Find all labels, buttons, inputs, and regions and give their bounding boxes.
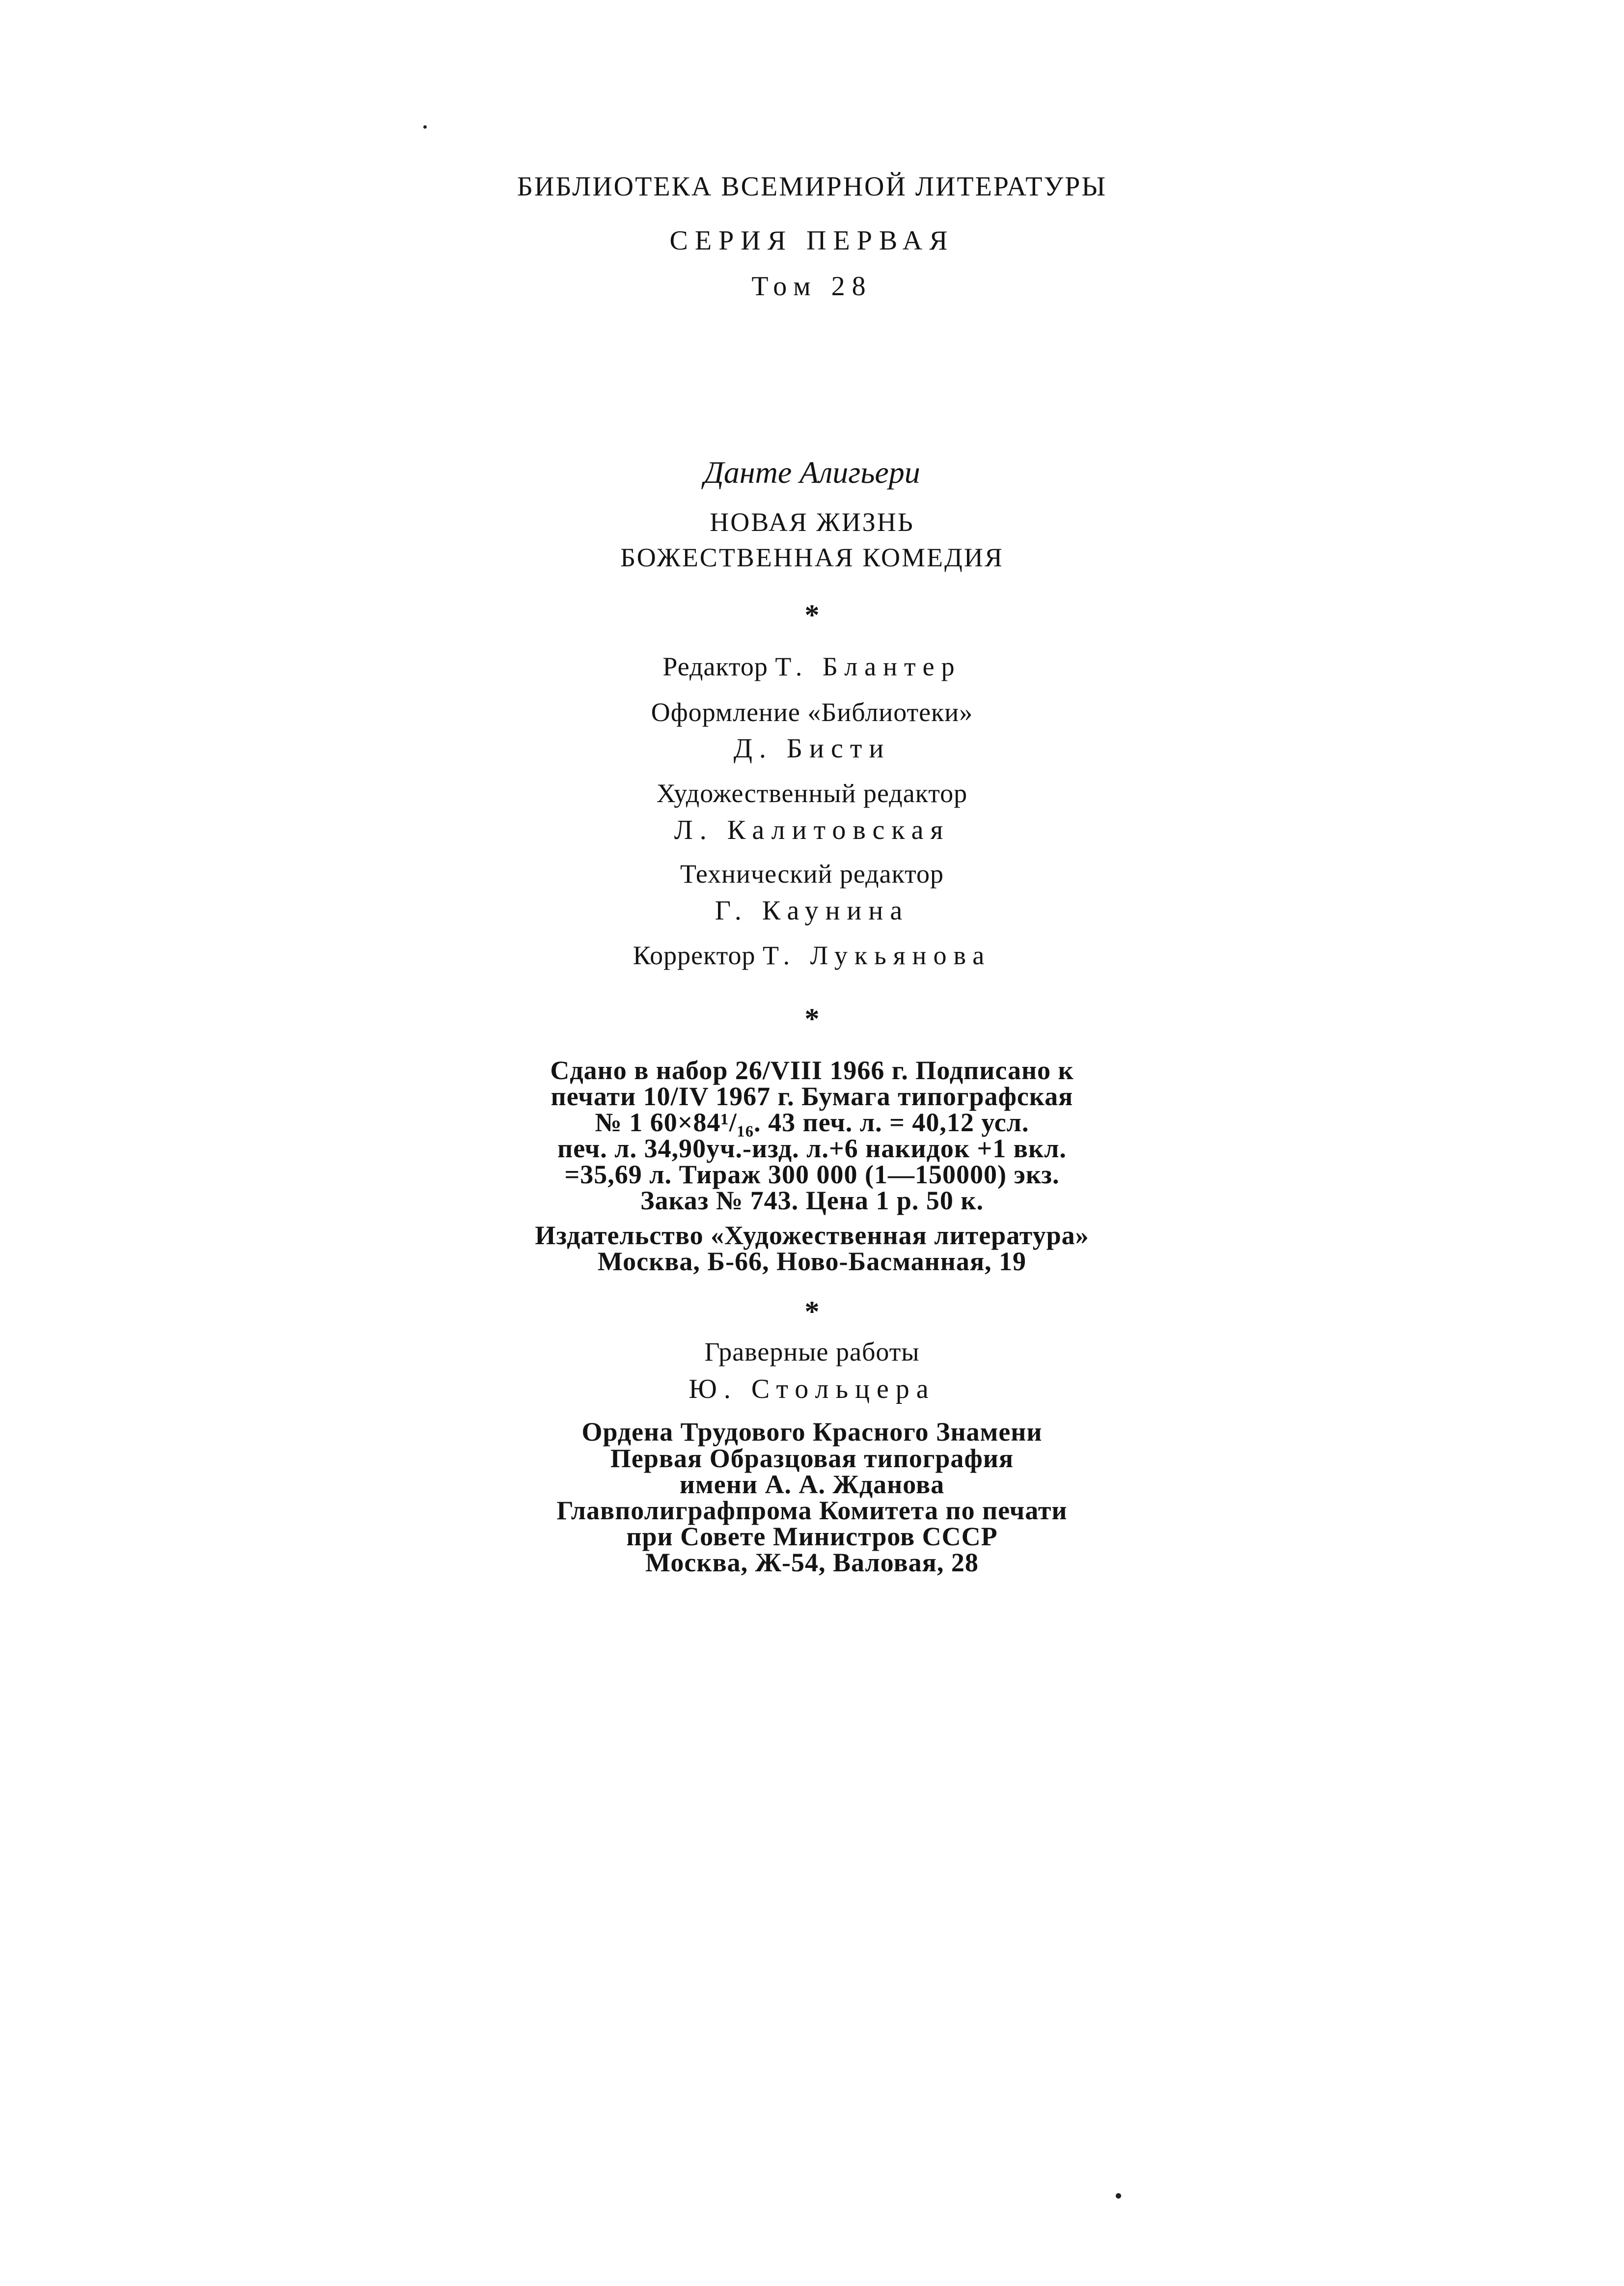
- imprint-line-6: Заказ № 743. Цена 1 р. 50 к.: [640, 1186, 984, 1215]
- proofreader-name: Т. Лукьянова: [763, 941, 991, 970]
- scan-speck-bottom: [1116, 2193, 1121, 2199]
- editor-role: Редактор: [662, 652, 768, 681]
- tech-editor-name: Г. Каунина: [715, 895, 909, 926]
- printer-line-3: имени А. А. Жданова: [679, 1470, 945, 1499]
- printer-line-6: Москва, Ж-54, Валовая, 28: [645, 1548, 979, 1577]
- proofreader-credit: [0, 942, 1624, 969]
- imprint-line-2: печати 10/IV 1967 г. Бумага типографская: [551, 1082, 1073, 1111]
- imprint-line-3: № 1 60×84¹/₁₆. 43 печ. л. = 40,12 усл.: [595, 1108, 1029, 1137]
- publisher-line-2: Москва, Б-66, Ново-Басманная, 19: [597, 1247, 1027, 1276]
- scan-speck-top: [423, 125, 427, 129]
- imprint-line-4: печ. л. 34,90уч.-изд. л.+6 накидок +1 вкл.: [557, 1134, 1067, 1163]
- engraving-name: Ю. Стольцера: [688, 1374, 936, 1404]
- editor-name: Т. Блантер: [775, 652, 962, 681]
- art-editor-name: Л. Калитовская: [674, 815, 950, 845]
- separator-star-2: *: [804, 1003, 820, 1035]
- book-title-2: БОЖЕСТВЕННАЯ КОМЕДИЯ: [620, 543, 1004, 572]
- printer-line-4: Главполиграфпрома Комитета по печати: [556, 1496, 1068, 1525]
- author-name: Данте Алигьери: [704, 455, 920, 490]
- volume-label: Том 28: [751, 271, 873, 302]
- series-label: СЕРИЯ ПЕРВАЯ: [669, 225, 955, 256]
- printer-line-5: при Совете Министров СССР: [626, 1522, 998, 1551]
- printer-line-2: Первая Образцовая типография: [610, 1444, 1014, 1473]
- imprint-line-5: =35,69 л. Тираж 300 000 (1—150000) экз.: [564, 1160, 1060, 1189]
- editor-credit: [0, 653, 1624, 680]
- proofreader-role: Корректор: [633, 941, 756, 970]
- tech-editor-role: Технический редактор: [680, 859, 944, 889]
- library-series-title: БИБЛИОТЕКА ВСЕМИРНОЙ ЛИТЕРАТУРЫ: [517, 171, 1107, 202]
- book-title-1: НОВАЯ ЖИЗНЬ: [710, 507, 914, 537]
- imprint-line-1: Сдано в набор 26/VIII 1966 г. Подписано к: [550, 1056, 1074, 1085]
- design-name: Д. Бисти: [733, 733, 891, 764]
- separator-star-1: *: [804, 599, 820, 631]
- separator-star-3: *: [804, 1295, 820, 1328]
- engraving-label: Граверные работы: [704, 1337, 920, 1366]
- design-role: Оформление «Библиотеки»: [651, 697, 973, 727]
- art-editor-role: Художественный редактор: [656, 779, 968, 808]
- printer-line-1: Ордена Трудового Красного Знамени: [581, 1417, 1043, 1447]
- publisher-line-1: Издательство «Художественная литература»: [535, 1221, 1089, 1250]
